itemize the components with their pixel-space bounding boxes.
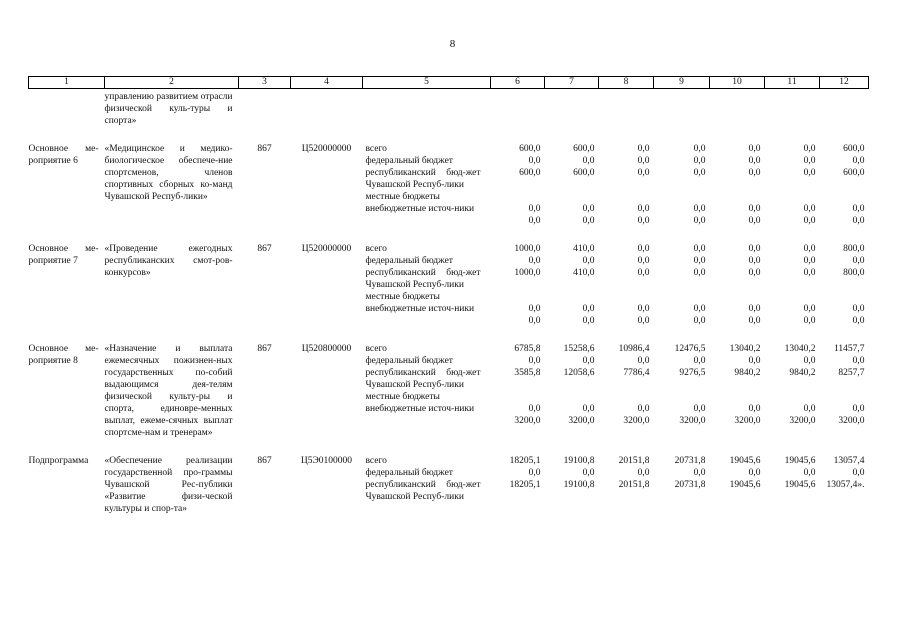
amount-value: 0,0 [803, 168, 816, 178]
activity-description: «Обеспечение реализации государственной про-граммы Чувашской Рес-публики «Развитие физи-ческой культуры и спор-та» [104, 456, 233, 514]
amount-value: 410,0 [573, 268, 595, 278]
year-values-col-9 [654, 243, 710, 343]
amount-value: 0,0 [582, 316, 595, 326]
amount-value: 12058,6 [563, 368, 595, 378]
year-values-col-11 [765, 455, 820, 531]
funding-source: федеральный бюджет [365, 468, 453, 478]
amount-value: 20151,8 [618, 456, 650, 466]
budget-classification-code [291, 89, 363, 144]
amount-value: 7786,4 [623, 368, 650, 378]
budget-classification-code: Ц520000000 [301, 144, 352, 154]
amount-value: 0,0 [803, 356, 816, 366]
amount-value: 8257,7 [838, 368, 865, 378]
amount-value: 0,0 [528, 204, 541, 214]
amount-value: 600,0 [843, 168, 865, 178]
activity-name: Основное ме-роприятие 6 [28, 144, 99, 166]
year-values-col-7 [545, 243, 599, 343]
amount-value: 0,0 [582, 216, 595, 226]
column-number-8: 8 [599, 77, 654, 89]
amount-value: 0,0 [582, 468, 595, 478]
activity-description: «Проведение ежегодных республиканских смот-ров-конкурсов» [104, 244, 233, 278]
year-values-col-12 [820, 89, 869, 144]
amount-value: 0,0 [852, 468, 865, 478]
amount-value: 0,0 [637, 404, 650, 414]
amount-value: 0,0 [803, 256, 816, 266]
amount-value: 19045,6 [784, 456, 816, 466]
funding-source: всего [365, 244, 387, 254]
amount-value: 3200,0 [568, 416, 595, 426]
amount-value: 0,0 [748, 216, 761, 226]
amount-value: 0,0 [748, 256, 761, 266]
activity-name: Основное ме-роприятие 8 [28, 344, 99, 366]
funding-source: всего [365, 344, 387, 354]
year-values-col-12 [820, 455, 869, 531]
amount-value: 19045,6 [784, 480, 816, 490]
amount-value: 0,0 [748, 304, 761, 314]
year-values-col-6 [491, 455, 545, 531]
year-values-col-11 [765, 89, 820, 144]
amount-value: 0,0 [528, 304, 541, 314]
funding-source: федеральный бюджет [365, 356, 453, 366]
amount-value: 19100,8 [563, 456, 595, 466]
amount-value: 0,0 [852, 216, 865, 226]
amount-value: 3200,0 [623, 416, 650, 426]
funding-source: республиканский бюд-жет Чувашской Респуб-лики [365, 268, 481, 290]
amount-value: 0,0 [693, 144, 706, 154]
funding-source: местные бюджеты [365, 292, 440, 302]
year-values-col-7 [545, 343, 599, 455]
funding-source: республиканский бюд-жет Чувашской Респуб-лики [365, 368, 481, 390]
amount-value: 1000,0 [514, 244, 541, 254]
year-values-col-11 [765, 343, 820, 455]
amount-value: 800,0 [843, 244, 865, 254]
amount-value: 0,0 [693, 168, 706, 178]
funding-source: республиканский бюд-жет Чувашской Респуб-лики [365, 480, 481, 502]
amount-value: 3585,8 [514, 368, 541, 378]
activity-description: «Медицинское и медико-биологическое обеспече-ние спортсменов, членов спортивных сборных ко-манд Чувашской Респуб-лики» [104, 144, 233, 202]
year-values-col-10 [710, 89, 765, 144]
amount-value: 0,0 [637, 144, 650, 154]
year-values-col-7 [545, 143, 599, 243]
amount-value: 0,0 [852, 156, 865, 166]
funding-sources-cell [363, 343, 491, 455]
year-values-col-8 [599, 343, 654, 455]
year-values-col-9 [654, 89, 710, 144]
amount-value: 0,0 [637, 256, 650, 266]
amount-value: 0,0 [852, 204, 865, 214]
amount-value: 0,0 [637, 304, 650, 314]
grbs-code: 867 [257, 244, 272, 254]
amount-value: 0,0 [852, 256, 865, 266]
budget-classification-code: Ц520800000 [301, 344, 352, 354]
amount-value: 600,0 [519, 168, 541, 178]
amount-value: 0,0 [693, 404, 706, 414]
year-values-col-10 [710, 243, 765, 343]
column-number-6: 6 [491, 77, 545, 89]
amount-value: 600,0 [519, 144, 541, 154]
amount-value: 0,0 [528, 216, 541, 226]
column-number-5: 5 [363, 77, 491, 89]
amount-value: 0,0 [803, 404, 816, 414]
amount-value: 6785,8 [514, 344, 541, 354]
amount-value: 600,0 [573, 168, 595, 178]
amount-value: 0,0 [803, 316, 816, 326]
activity-name: Основное ме-роприятие 7 [28, 244, 99, 266]
amount-value: 0,0 [803, 244, 816, 254]
amount-value: 0,0 [852, 356, 865, 366]
funding-sources-cell [363, 243, 491, 343]
activity-name [29, 89, 105, 144]
activity-name: Подпрограмма [28, 456, 89, 466]
amount-value: 0,0 [693, 304, 706, 314]
year-values-col-12 [820, 143, 869, 243]
budget-classification-code: Ц5Э0100000 [300, 456, 353, 466]
table-row [29, 143, 869, 243]
amount-value: 600,0 [573, 144, 595, 154]
amount-value: 600,0 [843, 144, 865, 154]
budget-classification-code: Ц520000000 [301, 244, 352, 254]
amount-value: 0,0 [637, 168, 650, 178]
table-row [29, 343, 869, 455]
amount-value: 13057,4 [833, 456, 865, 466]
amount-value: 0,0 [748, 244, 761, 254]
amount-value: 20151,8 [618, 480, 650, 490]
amount-value: 0,0 [803, 156, 816, 166]
year-values-col-11 [765, 243, 820, 343]
budget-table [28, 76, 869, 531]
amount-value: 0,0 [693, 316, 706, 326]
column-number-7: 7 [545, 77, 599, 89]
page-number: 8 [449, 38, 456, 50]
funding-source: внебюджетные источ-ники [365, 404, 475, 414]
amount-value: 13040,2 [784, 344, 816, 354]
amount-value: 0,0 [582, 156, 595, 166]
amount-value: 0,0 [637, 268, 650, 278]
amount-value: 9276,5 [679, 368, 706, 378]
amount-value: 0,0 [803, 204, 816, 214]
amount-value: 18205,1 [509, 456, 541, 466]
amount-value: 0,0 [637, 244, 650, 254]
amount-value: 0,0 [803, 468, 816, 478]
grbs-code: 867 [257, 144, 272, 154]
amount-value: 20731,8 [674, 480, 706, 490]
year-values-col-10 [710, 343, 765, 455]
amount-value: 0,0 [693, 244, 706, 254]
funding-sources-cell [363, 455, 491, 531]
amount-value: 0,0 [693, 268, 706, 278]
amount-value: 0,0 [582, 256, 595, 266]
amount-value: 9840,2 [734, 368, 761, 378]
amount-value: 3200,0 [838, 416, 865, 426]
table-row [29, 243, 869, 343]
amount-value: 0,0 [637, 216, 650, 226]
amount-value: 3200,0 [679, 416, 706, 426]
amount-value: 0,0 [803, 216, 816, 226]
amount-value: 12476,5 [674, 344, 706, 354]
amount-value: 0,0 [528, 316, 541, 326]
amount-value: 0,0 [748, 268, 761, 278]
amount-value: 410,0 [573, 244, 595, 254]
amount-value: 0,0 [637, 204, 650, 214]
amount-value: 0,0 [528, 468, 541, 478]
amount-value: 0,0 [748, 168, 761, 178]
amount-value: 19045,6 [729, 480, 761, 490]
amount-value: 0,0 [528, 404, 541, 414]
amount-value: 0,0 [637, 356, 650, 366]
amount-value: 0,0 [582, 204, 595, 214]
grbs-code [239, 89, 291, 144]
year-values-col-8 [599, 89, 654, 144]
table-row [29, 89, 869, 144]
funding-source: федеральный бюджет [365, 256, 453, 266]
amount-value: 0,0 [693, 216, 706, 226]
funding-sources-cell [363, 89, 491, 144]
amount-value: 13057,4». [826, 480, 865, 490]
column-number-4: 4 [291, 77, 363, 89]
grbs-code: 867 [257, 456, 272, 466]
activity-description: «Назначение и выплата ежемесячных пожизнен-ных государственных по-собий выдающимся дея-телям физической культу-ры и спорта, единовре-менных выплат, ежеме-сячных выплат спортсме-нам и тренерам» [104, 344, 233, 438]
year-values-col-10 [710, 143, 765, 243]
amount-value: 0,0 [693, 356, 706, 366]
amount-value: 0,0 [852, 316, 865, 326]
amount-value: 3200,0 [789, 416, 816, 426]
amount-value: 0,0 [748, 356, 761, 366]
column-number-9: 9 [654, 77, 710, 89]
funding-source: местные бюджеты [365, 192, 440, 202]
amount-value: 3200,0 [514, 416, 541, 426]
funding-source: всего [365, 144, 387, 154]
amount-value: 0,0 [748, 468, 761, 478]
amount-value: 0,0 [637, 316, 650, 326]
funding-source: федеральный бюджет [365, 156, 453, 166]
year-values-col-7 [545, 89, 599, 144]
amount-value: 20731,8 [674, 456, 706, 466]
amount-value: 0,0 [693, 468, 706, 478]
amount-value: 0,0 [748, 156, 761, 166]
amount-value: 15258,6 [563, 344, 595, 354]
amount-value: 0,0 [582, 404, 595, 414]
column-number-2: 2 [105, 77, 239, 89]
amount-value: 0,0 [693, 156, 706, 166]
column-number-10: 10 [710, 77, 765, 89]
column-number-1: 1 [29, 77, 105, 89]
funding-sources-cell [363, 143, 491, 243]
amount-value: 0,0 [748, 144, 761, 154]
year-values-col-12 [820, 243, 869, 343]
year-values-col-10 [710, 455, 765, 531]
amount-value: 0,0 [637, 156, 650, 166]
funding-source: внебюджетные источ-ники [365, 304, 475, 314]
column-number-12: 12 [820, 77, 869, 89]
amount-value: 18205,1 [509, 480, 541, 490]
year-values-col-6 [491, 89, 545, 144]
amount-value: 0,0 [803, 144, 816, 154]
amount-value: 10986,4 [618, 344, 650, 354]
funding-source: всего [365, 456, 387, 466]
amount-value: 0,0 [748, 316, 761, 326]
amount-value: 9840,2 [789, 368, 816, 378]
year-values-col-6 [491, 143, 545, 243]
year-values-col-9 [654, 143, 710, 243]
year-values-col-9 [654, 455, 710, 531]
funding-source: внебюджетные источ-ники [365, 204, 475, 214]
amount-value: 0,0 [852, 304, 865, 314]
amount-value: 19100,8 [563, 480, 595, 490]
amount-value: 1000,0 [514, 268, 541, 278]
amount-value: 800,0 [843, 268, 865, 278]
funding-source: республиканский бюд-жет Чувашской Респуб-лики [365, 168, 481, 190]
year-values-col-8 [599, 143, 654, 243]
year-values-col-8 [599, 243, 654, 343]
amount-value: 0,0 [803, 304, 816, 314]
funding-source: местные бюджеты [365, 392, 440, 402]
amount-value: 0,0 [748, 204, 761, 214]
year-values-col-6 [491, 243, 545, 343]
year-values-col-7 [545, 455, 599, 531]
amount-value: 0,0 [748, 404, 761, 414]
amount-value: 13040,2 [729, 344, 761, 354]
year-values-col-9 [654, 343, 710, 455]
amount-value: 0,0 [852, 404, 865, 414]
amount-value: 19045,6 [729, 456, 761, 466]
amount-value: 0,0 [803, 268, 816, 278]
amount-value: 0,0 [582, 304, 595, 314]
amount-value: 0,0 [528, 256, 541, 266]
amount-value: 0,0 [637, 468, 650, 478]
year-values-col-11 [765, 143, 820, 243]
amount-value: 0,0 [693, 204, 706, 214]
amount-value: 3200,0 [734, 416, 761, 426]
table-row [29, 455, 869, 531]
grbs-code: 867 [257, 344, 272, 354]
amount-value: 0,0 [693, 256, 706, 266]
column-number-11: 11 [765, 77, 820, 89]
year-values-col-12 [820, 343, 869, 455]
column-number-3: 3 [239, 77, 291, 89]
amount-value: 0,0 [528, 356, 541, 366]
amount-value: 0,0 [582, 356, 595, 366]
year-values-col-8 [599, 455, 654, 531]
amount-value: 0,0 [528, 156, 541, 166]
column-number-row [29, 77, 869, 89]
year-values-col-6 [491, 343, 545, 455]
amount-value: 11457,7 [833, 344, 865, 354]
activity-description: управлению развитием отрасли физической куль-туры и спорта» [104, 92, 233, 126]
